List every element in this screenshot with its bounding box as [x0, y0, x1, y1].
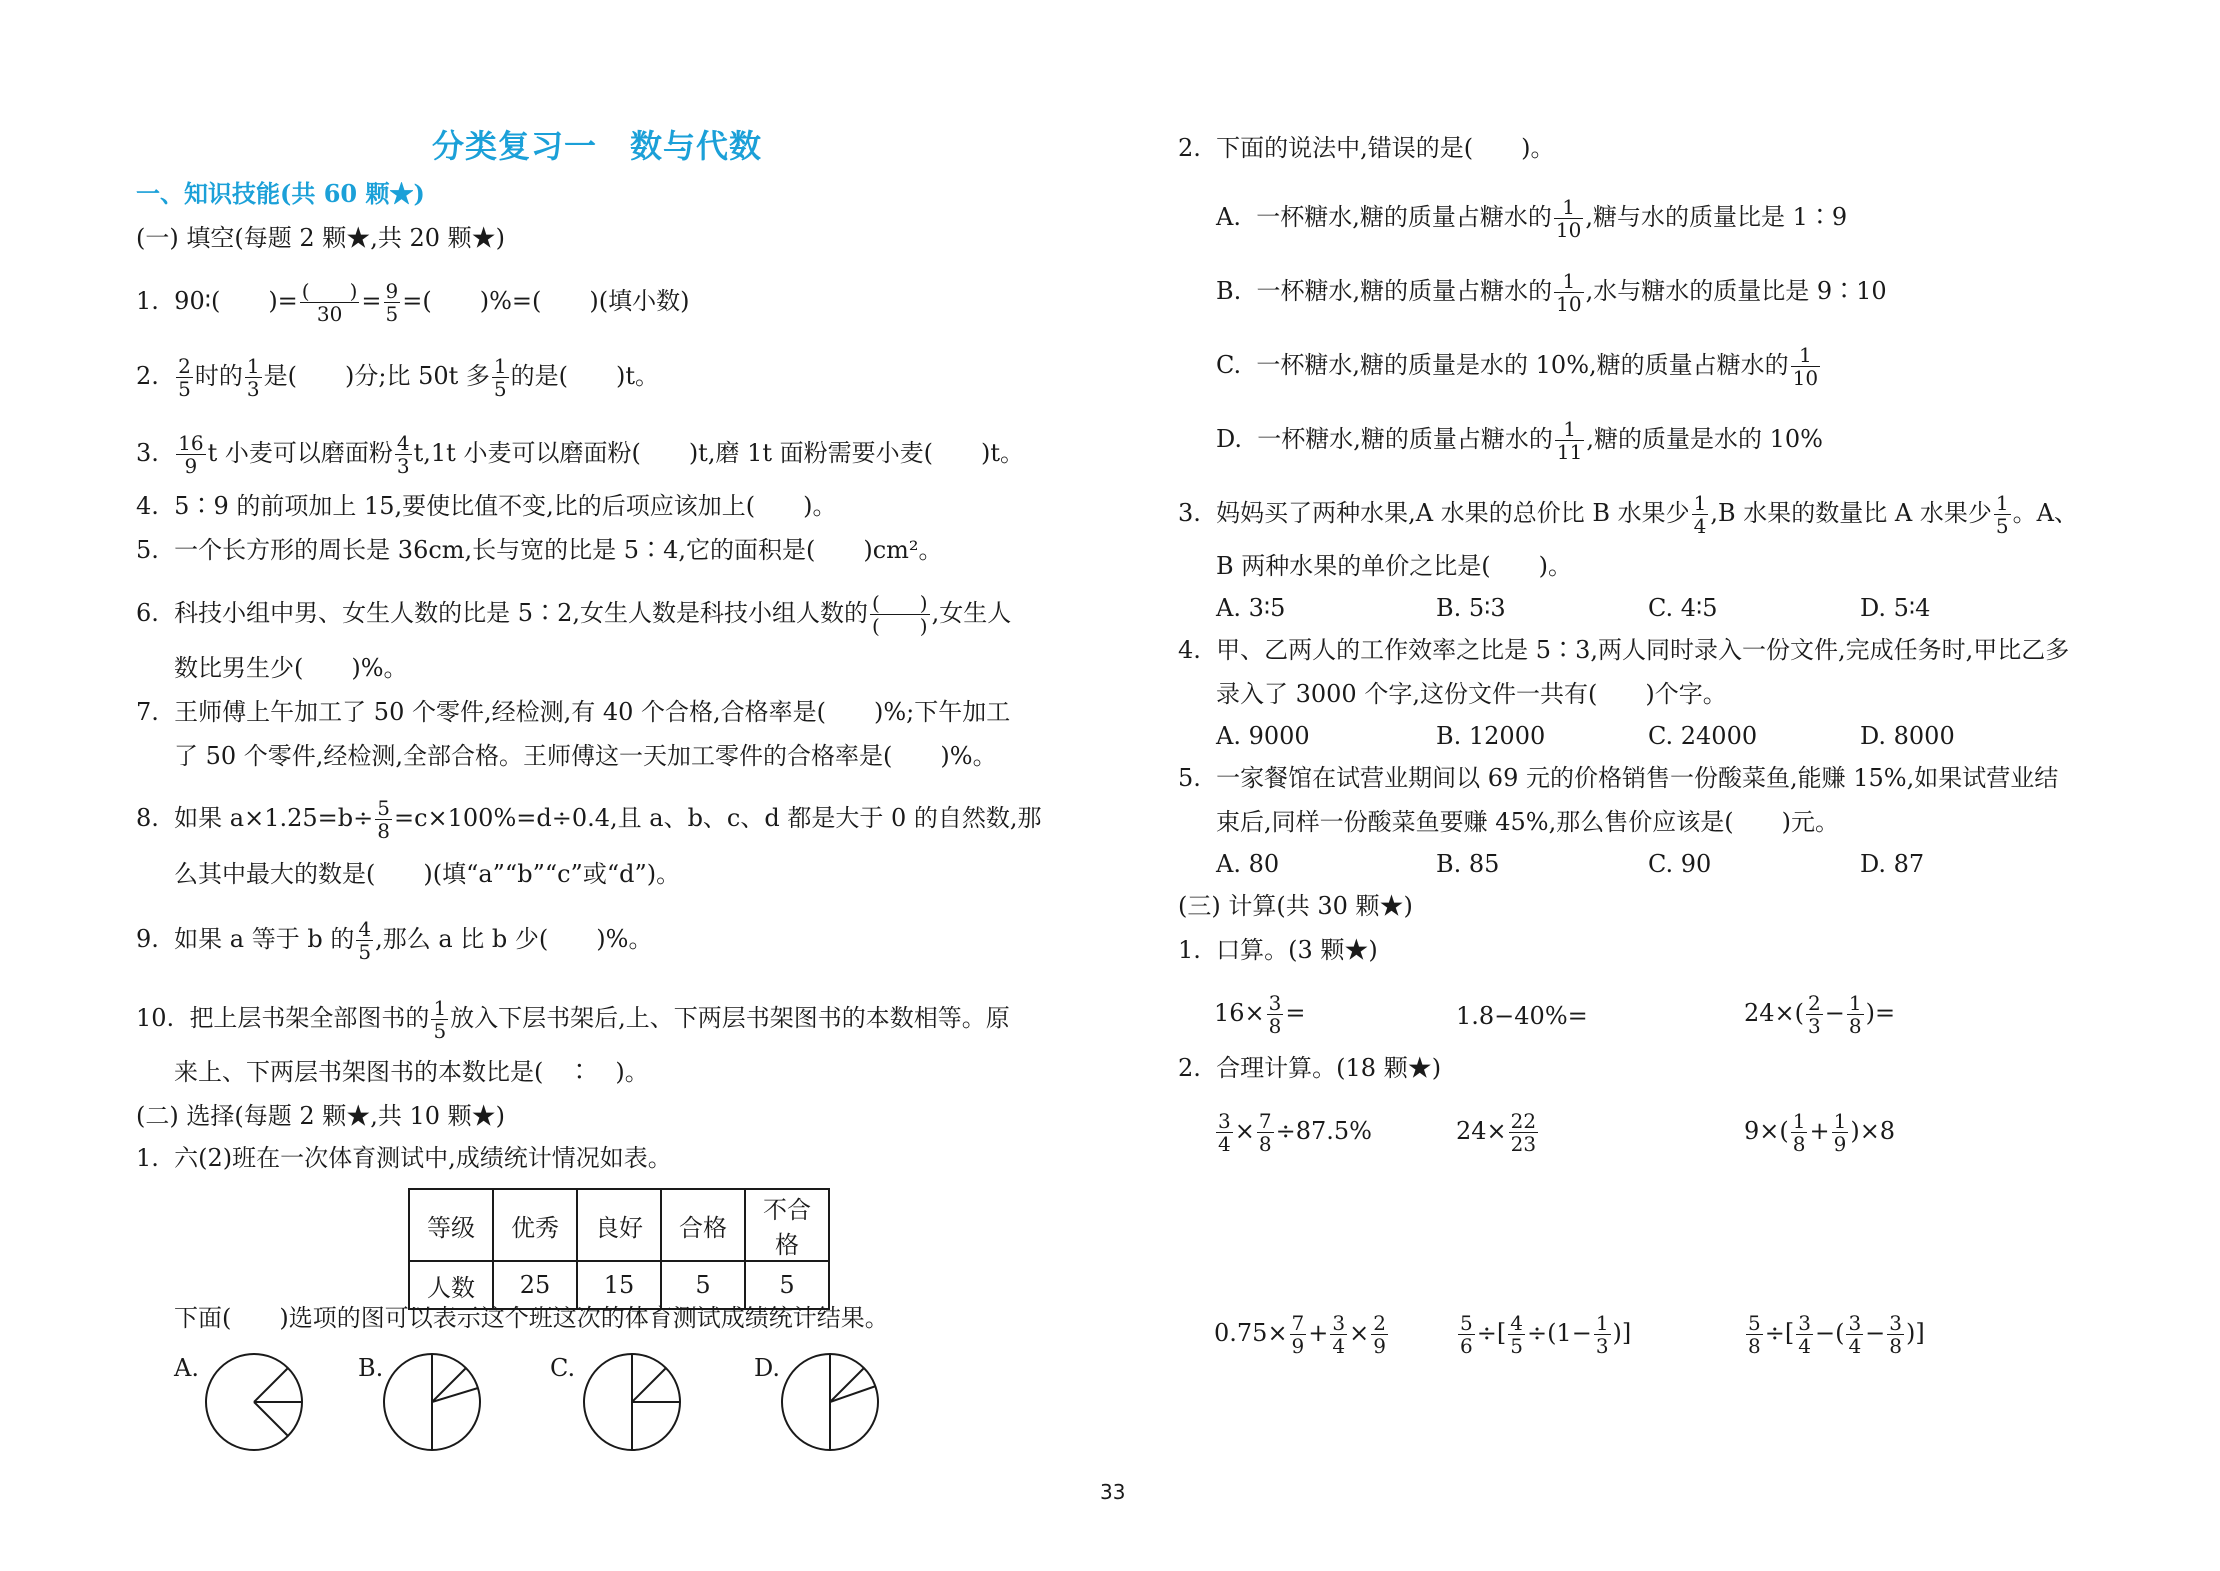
left-column — [136, 0, 1066, 1571]
question-7-continued: 了 50 个零件,经检测,全部合格。王师傅这一天加工零件的合格率是( )%。 — [174, 742, 997, 770]
pie-option-b — [380, 1350, 484, 1454]
question-6-continued: 数比男生少( )%。 — [174, 654, 408, 682]
right-column — [1178, 0, 2118, 1571]
table-cell: 5 — [661, 1261, 745, 1309]
choice-3-option: A. 3∶5 — [1216, 594, 1286, 622]
grades-table — [408, 1188, 830, 1310]
table-cell: 5 — [745, 1261, 829, 1309]
question-3: 3. $\frac{16}{9}$ t 小麦可以磨面粉 $\frac{4}{3}$ t,1t 小麦可以磨面粉( )t,磨 1t 面粉需要小麦( )t。 — [136, 431, 1024, 478]
choice-3-continued: B 两种水果的单价之比是( )。 — [1216, 552, 1572, 580]
question-4: 4. 5∶9 的前项加上 15,要使比值不变,比的后项应该加上( )。 — [136, 492, 837, 520]
pie-option-c — [580, 1350, 684, 1454]
table-header-cell: 等级 — [409, 1189, 493, 1261]
question-10: 10. 把上层书架全部图书的 $\frac{1}{5}$ 放入下层书架后,上、下两层书架图书的本数相等。原 — [136, 996, 1010, 1043]
choice-3-option: D. 5∶4 — [1860, 594, 1931, 622]
calc-1: 1. 口算。(3 颗★) — [1178, 936, 1378, 964]
choice-4-option: B. 12000 — [1436, 722, 1546, 750]
question-7: 7. 王师傅上午加工了 50 个零件,经检测,有 40 个合格,合格率是( )%;下午加工 — [136, 698, 1011, 726]
choice-3: 3. 妈妈买了两种水果,A 水果的总价比 B 水果少 $\frac{1}{4}$ ,B 水果的数量比 A 水果少 $\frac{1}{5}$ 。A、 — [1178, 491, 2078, 538]
choice-1: 1. 六(2)班在一次体育测试中,成绩统计情况如表。 — [136, 1144, 672, 1172]
calc-1-expr-1: 16× $\frac{3}{8}$ = — [1214, 991, 1306, 1038]
calc-2-expr-3: 9×( $\frac{1}{8}$ + $\frac{1}{9}$ )×8 — [1744, 1109, 1896, 1156]
question-8-continued: 么其中最大的数是( )(填“a”“b”“c”或“d”)。 — [174, 860, 681, 888]
question-10-continued: 来上、下两层书架图书的本数比是( ∶ )。 — [174, 1058, 649, 1086]
choice-3-option: B. 5∶3 — [1436, 594, 1506, 622]
choice-1-question: 下面( )选项的图可以表示这个班这次的体育测试成绩统计结果。 — [174, 1304, 889, 1332]
part-heading-calc: (三) 计算(共 30 颗★) — [1178, 892, 1413, 920]
option-c-label: C. — [550, 1354, 576, 1382]
calc-2-expr-4: 0.75× $\frac{7}{9}$ + $\frac{3}{4}$ × $\frac{2}{9}$ — [1214, 1311, 1386, 1358]
choice-3-option: C. 4∶5 — [1648, 594, 1718, 622]
choice-2-option-a: A. 一杯糖水,糖的质量占糖水的 $\frac{1}{10}$ ,糖与水的质量比是 1∶9 — [1216, 195, 1848, 242]
choice-5-option: C. 90 — [1648, 850, 1712, 878]
table-cell: 15 — [577, 1261, 661, 1309]
question-5: 5. 一个长方形的周长是 36cm,长与宽的比是 5∶4,它的面积是( )cm²。 — [136, 536, 943, 564]
choice-5-continued: 束后,同样一份酸菜鱼要赚 45%,那么售价应该是( )元。 — [1216, 808, 1839, 836]
table-header-cell: 良好 — [577, 1189, 661, 1261]
calc-1-expr-3: 24×( $\frac{2}{3}$ − $\frac{1}{8}$ )= — [1744, 991, 1896, 1038]
choice-5-option: A. 80 — [1216, 850, 1280, 878]
calc-2-expr-2: 24× $\frac{22}{23}$ — [1456, 1109, 1537, 1156]
choice-4-option: D. 8000 — [1860, 722, 1955, 750]
page-title: 分类复习一 数与代数 — [432, 127, 763, 165]
choice-4-option: A. 9000 — [1216, 722, 1310, 750]
choice-2-option-d: D. 一杯糖水,糖的质量占糖水的 $\frac{1}{11}$ ,糖的质量是水的 10% — [1216, 417, 1823, 464]
page-number: 33 — [1100, 1480, 1126, 1504]
table-header-cell: 优秀 — [493, 1189, 577, 1261]
choice-2-option-c: C. 一杯糖水,糖的质量是水的 10%,糖的质量占糖水的 $\frac{1}{10}$ — [1216, 343, 1819, 390]
question-8: 8. 如果 a×1.25=b÷ $\frac{5}{8}$ =c×100%=d÷0.4,且 a、b、c、d 都是大于 0 的自然数,那 — [136, 796, 1042, 843]
pie-option-d — [778, 1350, 882, 1454]
choice-4-continued: 录入了 3000 个字,这份文件一共有( )个字。 — [1216, 680, 1727, 708]
calc-2-expr-6: $\frac{5}{8}$ ÷[ $\frac{3}{4}$ −( $\frac{3}{4}$ − $\frac{3}{8}$ )] — [1748, 1311, 1925, 1358]
choice-5-option: B. 85 — [1436, 850, 1500, 878]
option-d-label: D. — [754, 1354, 781, 1382]
calc-2: 2. 合理计算。(18 颗★) — [1178, 1054, 1442, 1082]
choice-5: 5. 一家餐馆在试营业期间以 69 元的价格销售一份酸菜鱼,能赚 15%,如果试营业结 — [1178, 764, 2059, 792]
part-heading-fill: (一) 填空(每题 2 颗★,共 20 颗★) — [136, 224, 506, 252]
question-6: 6. 科技小组中男、女生人数的比是 5∶2,女生人数是科技小组人数的 $\frac{( )}{( )}$ ,女生人 — [136, 591, 1012, 638]
table-cell: 人数 — [409, 1261, 493, 1309]
choice-4: 4. 甲、乙两人的工作效率之比是 5∶3,两人同时录入一份文件,完成任务时,甲比乙多 — [1178, 636, 2070, 664]
calc-2-expr-1: $\frac{3}{4}$ × $\frac{7}{8}$ ÷87.5% — [1218, 1109, 1372, 1156]
option-a-label: A. — [174, 1354, 199, 1382]
option-b-label: B. — [358, 1354, 384, 1382]
part-heading-choice: (二) 选择(每题 2 颗★,共 10 颗★) — [136, 1102, 506, 1130]
pie-option-a — [202, 1350, 306, 1454]
calc-2-expr-5: $\frac{5}{6}$ ÷[ $\frac{4}{5}$ ÷(1− $\frac{1}{3}$ )] — [1460, 1311, 1632, 1358]
calc-1-expr-2: 1.8−40%= — [1456, 1002, 1588, 1030]
table-header-cell: 不合格 — [745, 1189, 829, 1261]
question-2: 2. $\frac{2}{5}$ 时的 $\frac{1}{3}$ 是( )分;比 50t 多 $\frac{1}{5}$ 的是( )t。 — [136, 354, 660, 401]
section-heading: 一、知识技能(共 60 颗★) — [136, 179, 425, 208]
question-9: 9. 如果 a 等于 b 的 $\frac{4}{5}$ ,那么 a 比 b 少( )%。 — [136, 917, 653, 964]
table-header-cell: 合格 — [661, 1189, 745, 1261]
choice-2: 2. 下面的说法中,错误的是( )。 — [1178, 134, 1555, 162]
choice-2-option-b: B. 一杯糖水,糖的质量占糖水的 $\frac{1}{10}$ ,水与糖水的质量比是 9∶10 — [1216, 269, 1887, 316]
question-1: 1. 90∶( )= $\frac{( )}{30}$ = $\frac{9}{5}$ =( )%=( )(填小数) — [136, 279, 690, 326]
table-row — [409, 1189, 829, 1261]
choice-4-option: C. 24000 — [1648, 722, 1758, 750]
choice-5-option: D. 87 — [1860, 850, 1925, 878]
table-cell: 25 — [493, 1261, 577, 1309]
